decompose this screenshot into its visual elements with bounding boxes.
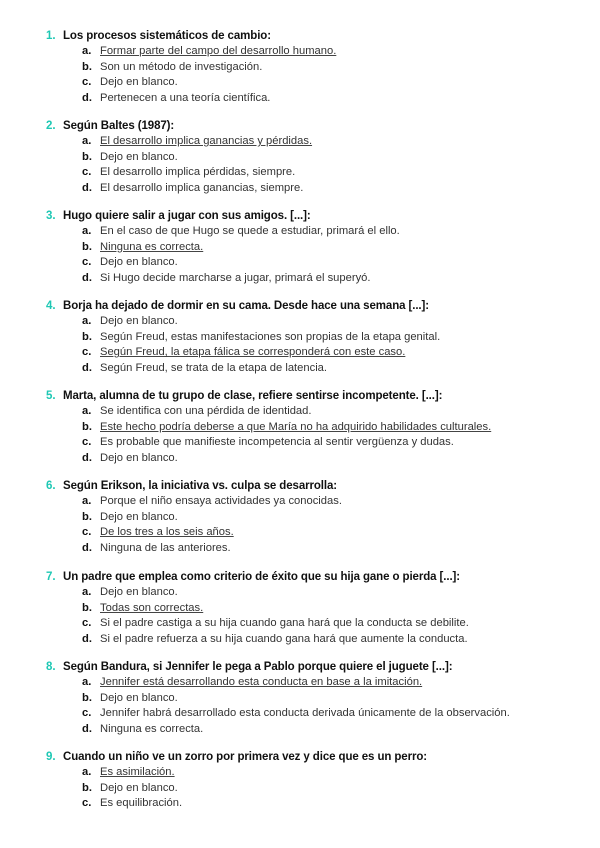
option-b xyxy=(0,601,600,617)
question-header xyxy=(0,388,600,404)
option-d xyxy=(0,632,600,648)
question-text: Hugo quiere salir a jugar con sus amigos. [...]: xyxy=(63,210,311,222)
question-text: Según Erikson, la iniciativa vs. culpa se desarrolla: xyxy=(63,480,338,492)
option-letter: c. xyxy=(82,166,92,179)
option-d xyxy=(0,722,600,738)
option-letter: b. xyxy=(82,420,92,433)
option-text: El desarrollo implica ganancias, siempre. xyxy=(100,181,304,194)
option-letter: c. xyxy=(82,256,92,269)
option-text: Es probable que manifieste incompetencia al sentir vergüenza y dudas. xyxy=(100,436,454,449)
option-text-selected: Es asimilación. xyxy=(100,766,175,778)
option-text: Jennifer habrá desarrollado esta conducta derivada únicamente de la observación. xyxy=(100,707,510,720)
question-header xyxy=(0,749,600,765)
option-text-selected: Formar parte del campo del desarrollo humano. xyxy=(100,45,337,57)
option-letter: a. xyxy=(82,586,92,598)
question-6 xyxy=(0,478,600,556)
option-text: Dejo en blanco. xyxy=(100,315,178,327)
option-letter: d. xyxy=(82,541,92,554)
option-letter: b. xyxy=(82,691,92,704)
question-header xyxy=(0,478,600,494)
question-number: 1. xyxy=(46,30,56,42)
option-a xyxy=(0,314,600,330)
option-text-selected: Jennifer está desarrollando esta conducta en base a la imitación. xyxy=(100,676,423,688)
option-letter: a. xyxy=(82,766,92,778)
question-text: Borja ha dejado de dormir en su cama. Desde hace una semana [...]: xyxy=(63,300,429,312)
option-letter: a. xyxy=(82,45,92,57)
question-header xyxy=(0,659,600,675)
option-text: Dejo en blanco. xyxy=(100,256,178,269)
question-text: Según Baltes (1987): xyxy=(63,120,175,132)
option-letter: c. xyxy=(82,797,92,810)
option-a xyxy=(0,134,600,150)
option-text-selected: Ninguna es correcta. xyxy=(100,240,204,253)
option-a xyxy=(0,765,600,781)
option-text: Según Freud, estas manifestaciones son propias de la etapa genital. xyxy=(100,330,441,343)
option-text: Si el padre refuerza a su hija cuando gana hará que aumente la conducta. xyxy=(100,632,468,645)
option-text: Ninguna es correcta. xyxy=(100,722,204,735)
option-c xyxy=(0,616,600,632)
option-text: Dejo en blanco. xyxy=(100,150,178,163)
option-text: Si el padre castiga a su hija cuando gana hará que la conducta se debilite. xyxy=(100,617,469,630)
option-letter: d. xyxy=(82,722,92,735)
option-b xyxy=(0,60,600,76)
question-8 xyxy=(0,659,600,737)
question-header xyxy=(0,28,600,44)
option-c xyxy=(0,706,600,722)
option-letter: a. xyxy=(82,225,92,237)
option-text-selected: El desarrollo implica ganancias y pérdidas. xyxy=(100,135,313,147)
question-3 xyxy=(0,208,600,286)
option-text: En el caso de que Hugo se quede a estudiar, primará el ello. xyxy=(100,225,400,237)
option-c xyxy=(0,255,600,271)
option-text: Dejo en blanco. xyxy=(100,691,178,704)
option-d xyxy=(0,361,600,377)
option-a xyxy=(0,494,600,510)
option-letter: c. xyxy=(82,617,92,630)
question-header xyxy=(0,118,600,134)
option-c xyxy=(0,435,600,451)
option-letter: a. xyxy=(82,495,92,507)
question-header xyxy=(0,569,600,585)
question-text: Según Bandura, si Jennifer le pega a Pablo porque quiere el juguete [...]: xyxy=(63,661,453,673)
option-letter: b. xyxy=(82,150,92,163)
option-a xyxy=(0,585,600,601)
option-letter: d. xyxy=(82,271,92,284)
option-d xyxy=(0,181,600,197)
option-letter: a. xyxy=(82,135,92,147)
question-9 xyxy=(0,749,600,812)
option-b xyxy=(0,240,600,256)
option-c xyxy=(0,75,600,91)
question-number: 7. xyxy=(46,571,56,583)
question-2 xyxy=(0,118,600,196)
question-number: 6. xyxy=(46,480,56,492)
question-text: Un padre que emplea como criterio de éxito que su hija gane o pierda [...]: xyxy=(63,571,460,583)
option-letter: c. xyxy=(82,76,92,89)
question-header xyxy=(0,208,600,224)
option-text: Ninguna de las anteriores. xyxy=(100,541,231,554)
option-letter: d. xyxy=(82,181,92,194)
question-number: 9. xyxy=(46,751,56,763)
option-text: Según Freud, se trata de la etapa de latencia. xyxy=(100,361,328,374)
option-letter: d. xyxy=(82,451,92,464)
question-number: 8. xyxy=(46,661,56,673)
question-header xyxy=(0,298,600,314)
option-text-selected: Todas son correctas. xyxy=(100,601,204,614)
option-letter: c. xyxy=(82,526,92,539)
option-a xyxy=(0,675,600,691)
question-text: Cuando un niño ve un zorro por primera vez y dice que es un perro: xyxy=(63,751,428,763)
option-letter: b. xyxy=(82,601,92,614)
option-text: El desarrollo implica pérdidas, siempre. xyxy=(100,166,296,179)
option-text-selected: De los tres a los seis años. xyxy=(100,526,234,539)
question-4 xyxy=(0,298,600,376)
option-letter: d. xyxy=(82,632,92,645)
option-text: Dejo en blanco. xyxy=(100,76,178,89)
question-5 xyxy=(0,388,600,466)
option-letter: c. xyxy=(82,707,92,720)
option-c xyxy=(0,165,600,181)
question-text: Los procesos sistemáticos de cambio: xyxy=(63,30,271,42)
option-letter: b. xyxy=(82,330,92,343)
option-letter: b. xyxy=(82,510,92,523)
option-letter: d. xyxy=(82,361,92,374)
option-b xyxy=(0,150,600,166)
option-c xyxy=(0,345,600,361)
option-letter: a. xyxy=(82,676,92,688)
option-text: Es equilibración. xyxy=(100,797,183,810)
option-letter: b. xyxy=(82,60,92,73)
option-letter: c. xyxy=(82,436,92,449)
question-number: 2. xyxy=(46,120,56,132)
question-1 xyxy=(0,28,600,106)
question-7 xyxy=(0,569,600,647)
option-a xyxy=(0,44,600,60)
option-c xyxy=(0,525,600,541)
option-letter: a. xyxy=(82,405,92,417)
option-b xyxy=(0,510,600,526)
option-b xyxy=(0,781,600,797)
option-a xyxy=(0,404,600,420)
option-text: Pertenecen a una teoría científica. xyxy=(100,91,271,104)
option-text: Son un método de investigación. xyxy=(100,60,263,73)
option-text: Dejo en blanco. xyxy=(100,781,178,794)
option-text: Dejo en blanco. xyxy=(100,451,178,464)
option-d xyxy=(0,451,600,467)
option-letter: c. xyxy=(82,346,92,359)
option-c xyxy=(0,796,600,812)
question-text: Marta, alumna de tu grupo de clase, refiere sentirse incompetente. [...]: xyxy=(63,390,443,402)
option-letter: a. xyxy=(82,315,92,327)
option-letter: d. xyxy=(82,91,92,104)
option-d xyxy=(0,91,600,107)
option-text-selected: Este hecho podría deberse a que María no ha adquirido habilidades culturales. xyxy=(100,420,492,433)
question-number: 4. xyxy=(46,300,56,312)
option-d xyxy=(0,541,600,557)
option-text: Dejo en blanco. xyxy=(100,586,178,598)
option-a xyxy=(0,224,600,240)
question-number: 3. xyxy=(46,210,56,222)
option-text: Dejo en blanco. xyxy=(100,510,178,523)
option-text-selected: Según Freud, la etapa fálica se corresponderá con este caso. xyxy=(100,346,406,359)
option-letter: b. xyxy=(82,240,92,253)
option-letter: b. xyxy=(82,781,92,794)
option-text: Si Hugo decide marcharse a jugar, primará el superyó. xyxy=(100,271,371,284)
question-number: 5. xyxy=(46,390,56,402)
option-b xyxy=(0,691,600,707)
option-b xyxy=(0,330,600,346)
option-text: Se identifica con una pérdida de identidad. xyxy=(100,405,312,417)
option-d xyxy=(0,271,600,287)
option-text: Porque el niño ensaya actividades ya conocidas. xyxy=(100,495,342,507)
option-b xyxy=(0,420,600,436)
